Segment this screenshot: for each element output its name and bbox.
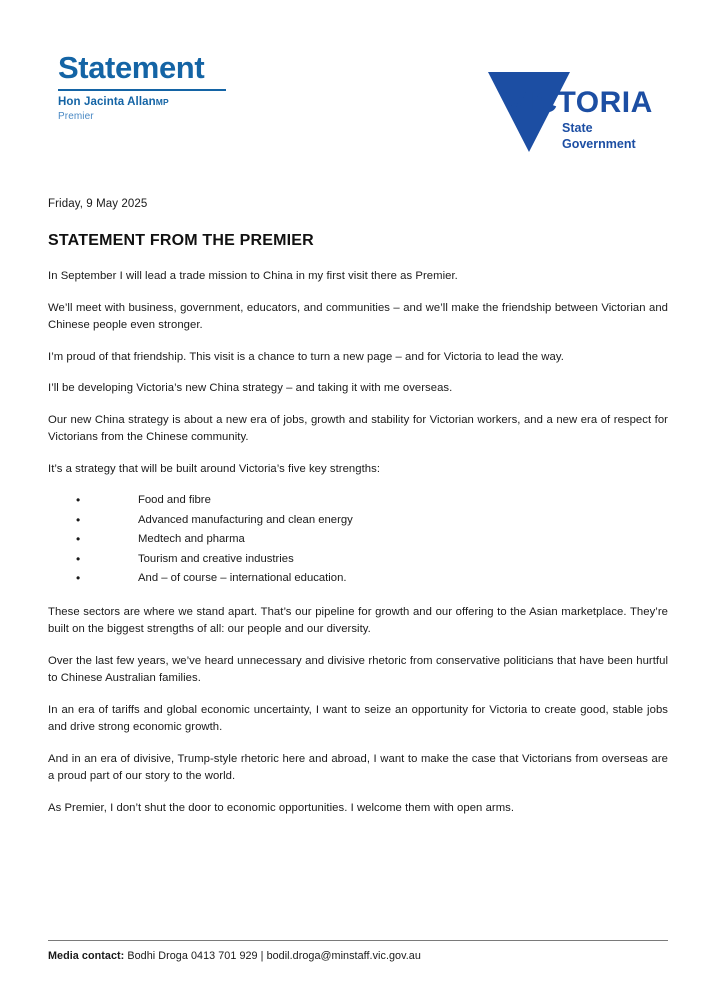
paragraph: In September I will lead a trade mission to China in my first visit there as Premier. bbox=[48, 270, 458, 282]
list-item: • And – of course – international education. bbox=[48, 570, 668, 588]
paragraph: We’ll meet with business, government, educators, and communities – and we’ll make the friendship between Victorian and Chinese people even stronger. bbox=[48, 301, 668, 331]
paragraph: And in an era of divisive, Trump-style rhetoric here and abroad, I want to make the case that Victorians from overseas are a proud part of our story to the world. bbox=[48, 752, 668, 782]
masthead bbox=[58, 52, 226, 122]
document-header bbox=[48, 52, 670, 162]
list-item: • Food and fibre bbox=[48, 492, 668, 510]
paragraph: I’ll be developing Victoria’s new China strategy – and taking it with me overseas. bbox=[48, 382, 453, 394]
victoria-government-logo bbox=[486, 66, 666, 186]
minister-name bbox=[58, 96, 226, 110]
svg-text:Government: Government bbox=[562, 137, 636, 151]
paragraph: It’s a strategy that will be built around Victoria’s five key strengths: bbox=[48, 462, 381, 475]
svg-text:State: State bbox=[562, 121, 593, 135]
minister-role: Premier bbox=[58, 111, 94, 123]
strengths-list bbox=[48, 492, 668, 588]
svg-text:VICTORIA: VICTORIA bbox=[506, 86, 653, 119]
paragraph: As Premier, I don’t shut the door to economic opportunities. I welcome them with open arms. bbox=[48, 801, 515, 814]
media-contact-details: Bodhi Droga 0413 701 929 | bodil.droga@minstaff.vic.gov.au bbox=[124, 950, 421, 962]
media-contact bbox=[48, 950, 668, 962]
document-body bbox=[48, 198, 668, 831]
paragraph: These sectors are where we stand apart. That’s our pipeline for growth and our offering to the Asian marketplace. They’re built on the biggest strengths of all: our people and our diversity. bbox=[48, 605, 668, 635]
document-footer bbox=[48, 940, 668, 962]
list-item: • Advanced manufacturing and clean energy bbox=[48, 512, 668, 530]
paragraph: I’m proud of that friendship. This visit is a chance to turn a new page – and for Victoria to lead the way. bbox=[48, 350, 564, 363]
paragraph: Over the last few years, we’ve heard unnecessary and divisive rhetoric from conservative politicians that have been hurtful to Chinese Australian families. bbox=[48, 654, 668, 684]
document-date: Friday, 9 May 2025 bbox=[48, 198, 148, 210]
page-title: STATEMENT FROM THE PREMIER bbox=[48, 232, 314, 249]
minister-suffix: MP bbox=[155, 96, 169, 107]
list-item: • Medtech and pharma bbox=[48, 531, 668, 549]
media-contact-label: Media contact: bbox=[48, 950, 125, 962]
masthead-title: Statement bbox=[58, 50, 205, 85]
masthead-divider bbox=[58, 89, 226, 91]
paragraph: In an era of tariffs and global economic uncertainty, I want to seize an opportunity for Victoria to create good, stable jobs and drive strong economic growth. bbox=[48, 703, 668, 733]
minister-name-text: Hon Jacinta Allan bbox=[58, 95, 156, 108]
paragraph: Our new China strategy is about a new era of jobs, growth and stability for Victorian workers, and a new era of respect for Victorians from the Chinese community. bbox=[48, 413, 668, 443]
footer-divider bbox=[48, 940, 668, 941]
list-item: • Tourism and creative industries bbox=[48, 551, 668, 569]
